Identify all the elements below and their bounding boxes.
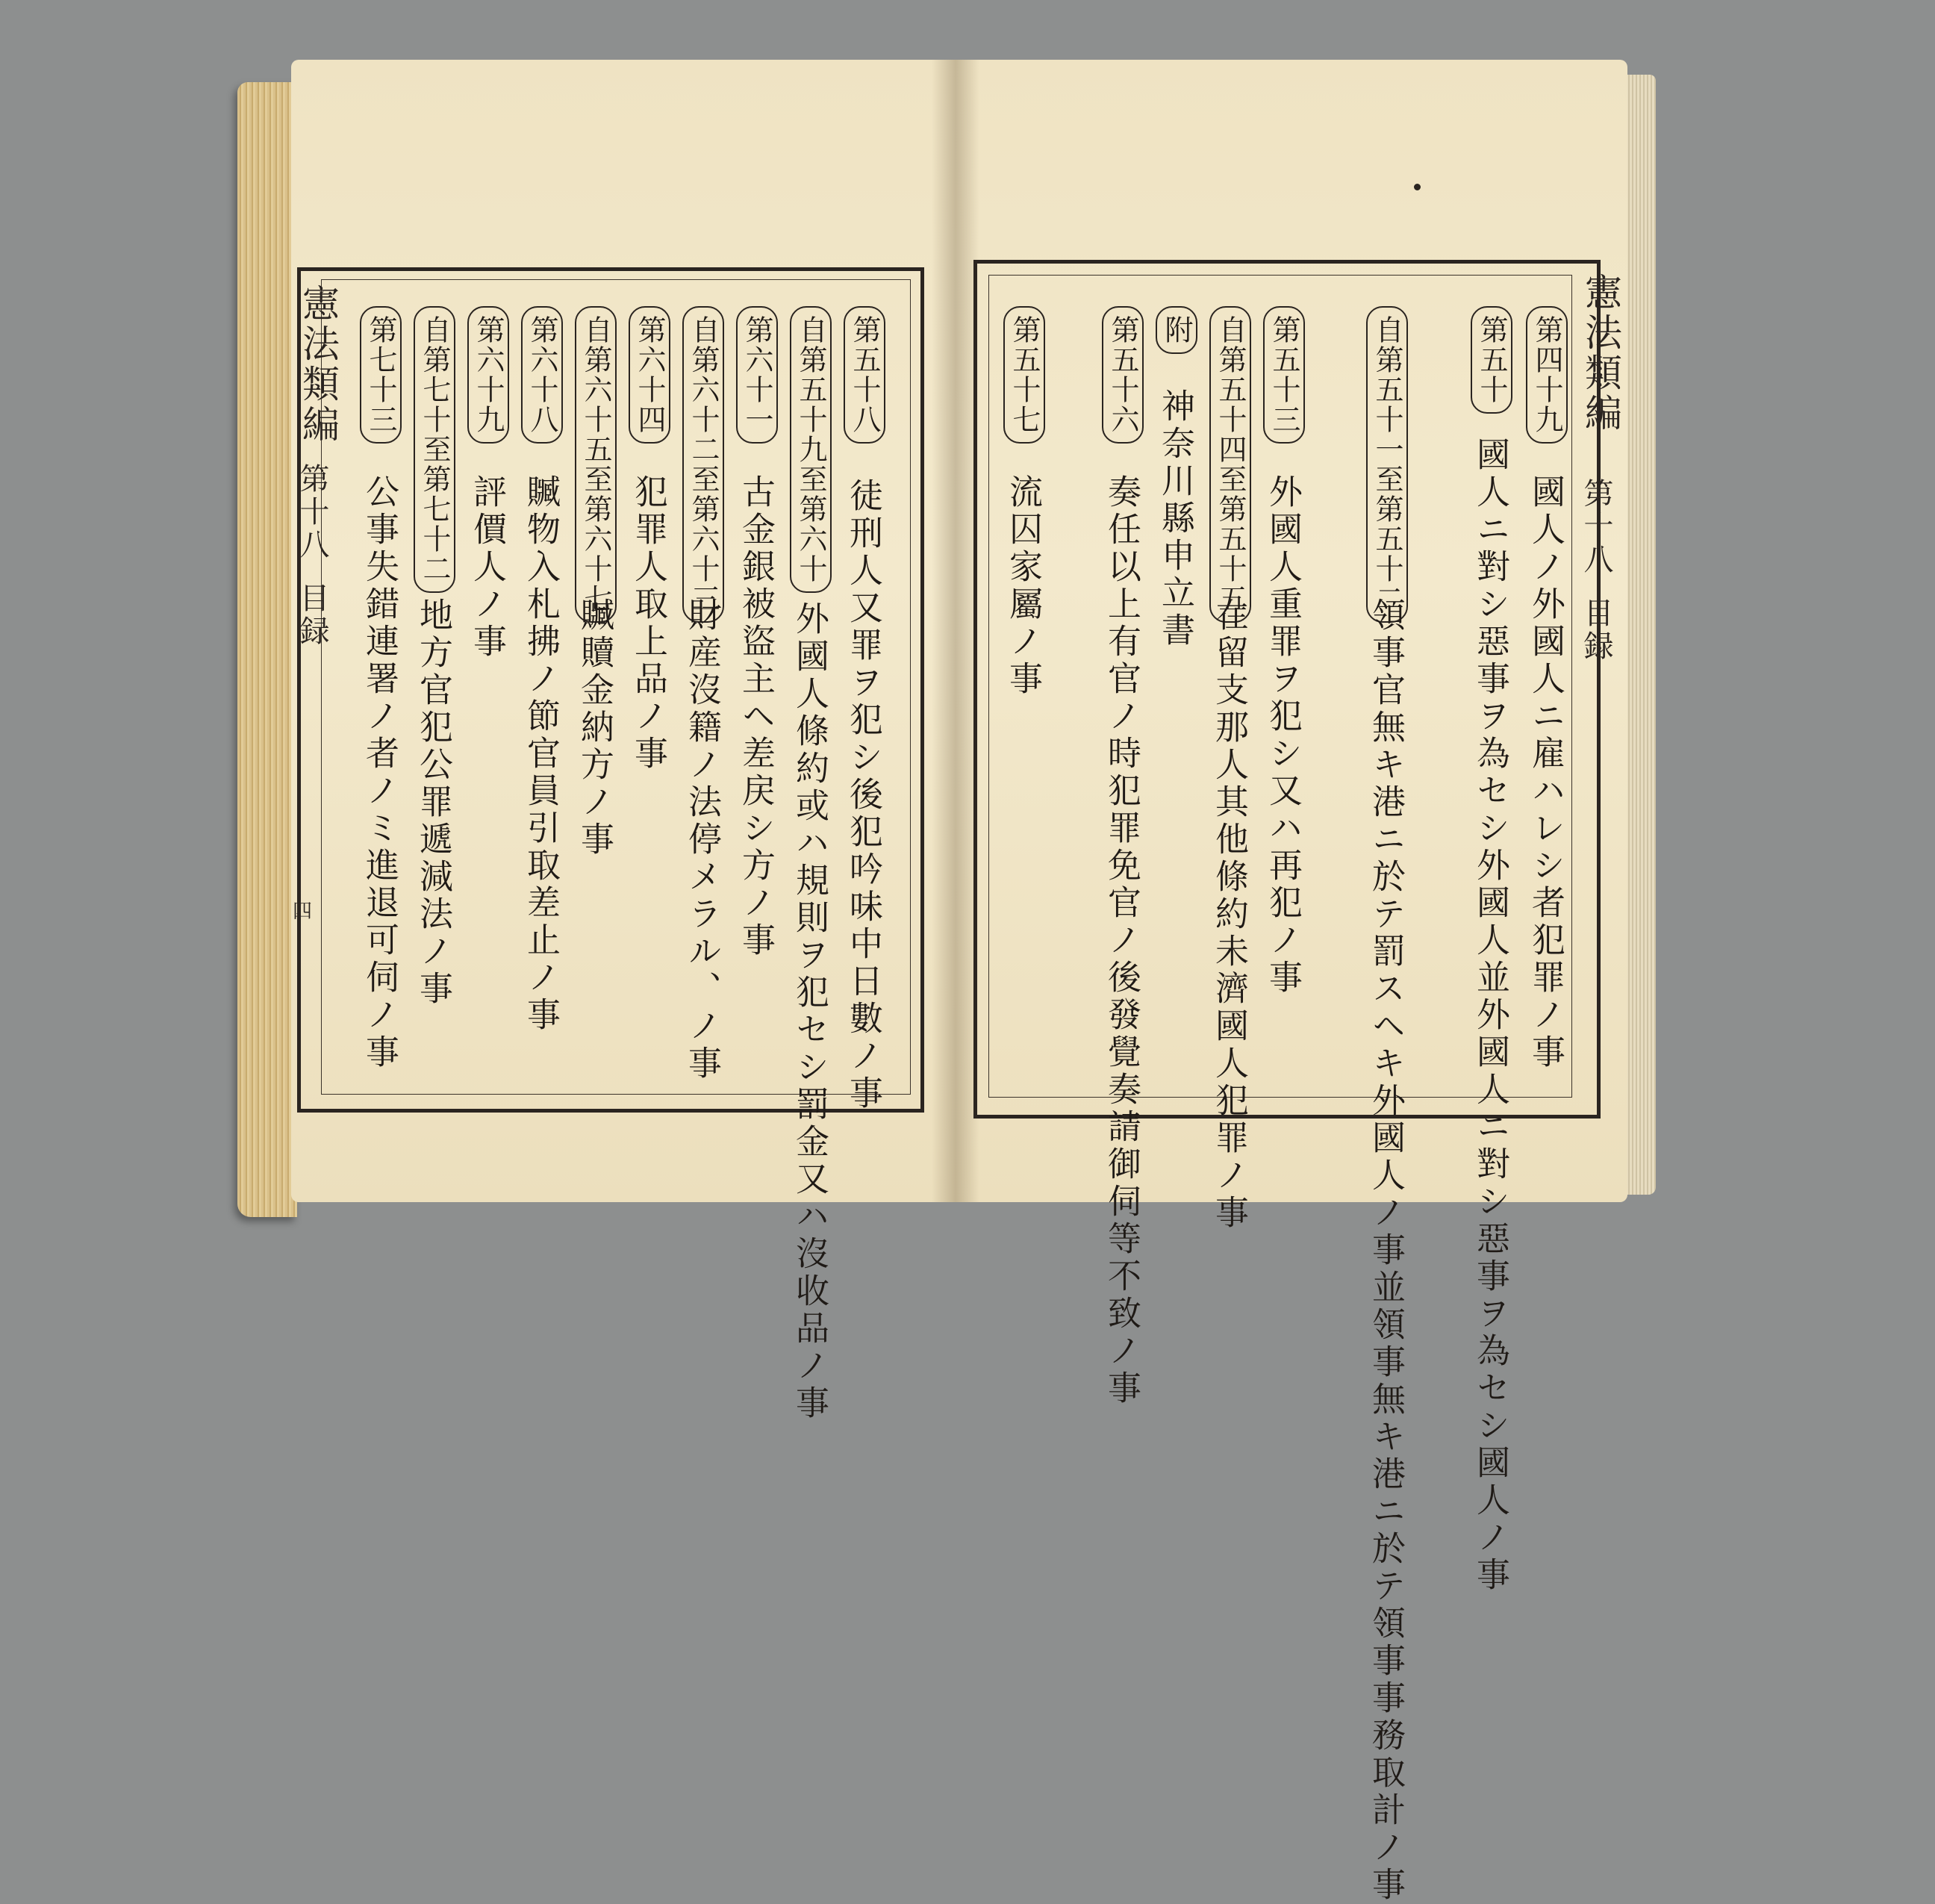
right-entry-7: 奏任以上有官ノ時犯罪免官ノ後發覺奏請御伺等不致ノ事 xyxy=(1102,474,1141,1407)
right-entry-1: 國人ノ外國人ニ雇ハレシ者犯罪ノ事 xyxy=(1526,474,1565,1071)
open-book xyxy=(237,60,1656,1904)
right-entry-2: 國人ニ對シ惡事ヲ為セシ外國人並外國人ニ對シ惡事ヲ為セシ國人ノ事 xyxy=(1471,437,1510,1594)
left-entry-10: 公事失錯連署ノ者ノミ進退可伺ノ事 xyxy=(360,474,399,1071)
left-article-3: 第六十一 xyxy=(736,306,778,444)
left-article-6: 自第六十五至第六十七 xyxy=(575,306,617,623)
left-entry-3: 古金銀被盜主ヘ差戻シ方ノ事 xyxy=(736,474,776,959)
left-entry-8: 評價人ノ事 xyxy=(467,474,507,661)
page-stack-left xyxy=(237,82,297,1217)
left-entry-1: 徒刑人又罪ヲ犯シ後犯吟味中日數ノ事 xyxy=(844,478,883,1113)
left-article-1: 第五十八 xyxy=(844,306,885,444)
right-article-3: 自第五十一至第五十二 xyxy=(1366,306,1408,623)
right-article-8: 第五十七 xyxy=(1003,306,1045,444)
right-entry-6: 神奈川縣申立書 xyxy=(1156,388,1195,650)
right-spine-mokuroku: 目録 xyxy=(1579,597,1613,663)
right-spine-title: 憲法類編 xyxy=(1579,273,1622,434)
right-article-4: 第五十三 xyxy=(1263,306,1305,444)
left-spine-sub: 第十八 xyxy=(295,463,329,561)
left-article-9: 自第七十至第七十二 xyxy=(414,306,455,593)
left-spine-mokuroku: 目録 xyxy=(295,582,329,648)
right-article-2: 第五十 xyxy=(1471,306,1512,414)
left-article-7: 第六十八 xyxy=(521,306,563,444)
page-stack-right xyxy=(1626,75,1656,1195)
left-page xyxy=(291,60,956,1422)
left-entry-6: 贓贖金納方ノ事 xyxy=(575,597,614,859)
book-gutter xyxy=(932,60,979,1202)
left-entry-5: 犯罪人取上品ノ事 xyxy=(629,474,668,773)
left-spine-title: 憲法類編 xyxy=(296,284,340,445)
right-entry-4: 外國人重罪ヲ犯シ又ハ再犯ノ事 xyxy=(1263,474,1303,997)
left-entry-4: 財産沒籍ノ法停メラル、ノ事 xyxy=(682,597,722,1083)
right-entry-8: 流囚家屬ノ事 xyxy=(1003,474,1043,698)
left-entry-2: 外國人條約或ハ規則ヲ犯セシ罰金又ハ沒收品ノ事 xyxy=(790,601,829,1422)
left-entry-9: 地方官犯公罪遞減法ノ事 xyxy=(414,597,453,1008)
left-article-4: 自第六十二至第六十三 xyxy=(682,306,724,623)
right-page xyxy=(956,60,1627,1904)
right-spine-sub: 第十八 xyxy=(1579,478,1613,576)
left-article-2: 自第五十九至第六十 xyxy=(790,306,832,593)
left-article-5: 第六十四 xyxy=(629,306,670,444)
right-entry-5: 在留支那人其他條約未濟國人犯罪ノ事 xyxy=(1209,597,1249,1232)
right-entry-3: 領事官無キ港ニ於テ罰スヘキ外國人ノ事並領事無キ港ニ於テ領事事務取計ノ事 xyxy=(1366,597,1406,1904)
right-article-1: 第四十九 xyxy=(1526,306,1568,444)
right-article-5: 自第五十四至第五十五 xyxy=(1209,306,1251,623)
left-article-10: 第七十三 xyxy=(360,306,402,444)
left-folio-number: 四 xyxy=(293,900,313,923)
left-entry-7: 贓物入札拂ノ節官員引取差止ノ事 xyxy=(521,474,561,1034)
ink-spot xyxy=(1414,184,1421,190)
left-article-8: 第六十九 xyxy=(467,306,509,444)
right-article-7: 第五十六 xyxy=(1102,306,1144,444)
right-article-6: 附 xyxy=(1156,306,1197,354)
